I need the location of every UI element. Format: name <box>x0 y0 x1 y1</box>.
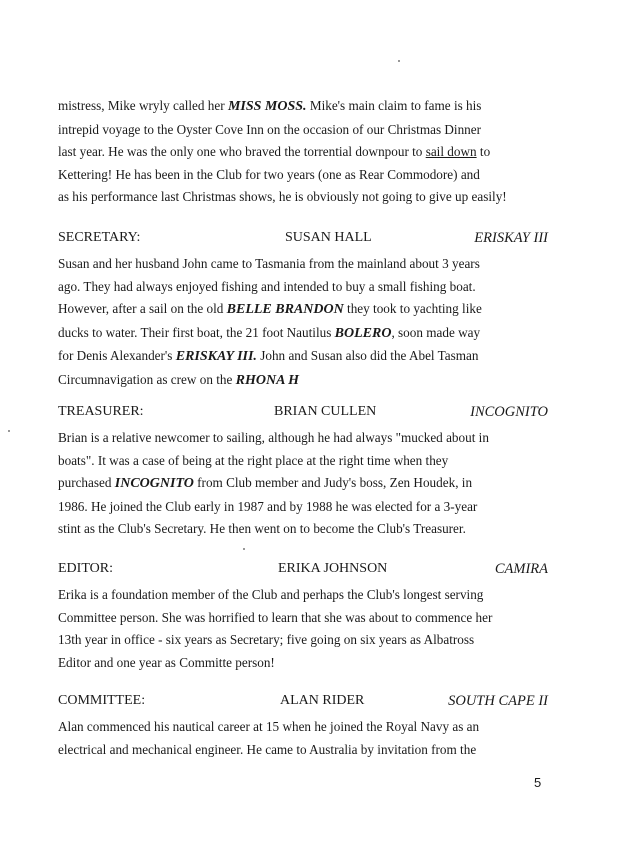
member-name: SUSAN HALL <box>285 230 372 245</box>
text-line <box>58 739 544 762</box>
text-run: Susan and her husband John came to Tasmania from the mainland about 3 years <box>58 256 480 271</box>
role-label: SECRETARY: <box>58 230 141 245</box>
text-run: they took to yachting like <box>343 301 482 317</box>
text-run: Editor and one year as Committe person! <box>58 654 275 670</box>
intro-paragraph <box>58 95 544 209</box>
text-line <box>58 119 544 142</box>
text-line <box>58 496 544 519</box>
committee-paragraph <box>58 716 544 761</box>
role-label: COMMITTEE: <box>58 693 146 708</box>
text-line <box>58 652 544 675</box>
text-line <box>58 629 544 652</box>
text-run: Brian is a relative newcomer to sailing, although he had always "mucked about in <box>58 430 489 445</box>
boat-name: INCOGNITO <box>470 404 548 420</box>
text-run: from Club member and Judy's boss, Zen Houdek, in <box>193 475 473 491</box>
boat-name-inline: INCOGNITO <box>114 476 194 492</box>
boat-name-inline: BELLE BRANDON <box>226 302 344 318</box>
text-line <box>58 276 544 299</box>
text-line <box>58 345 544 369</box>
text-line <box>58 164 544 187</box>
text-line <box>58 141 544 164</box>
scan-speck <box>398 60 400 62</box>
text-run: John and Susan also did the Abel Tasman <box>256 348 479 364</box>
text-run: stint as the Club's Secretary. He then went on to become the Club's Treasurer. <box>58 521 466 537</box>
secretary-paragraph <box>58 253 544 393</box>
text-run: to <box>476 144 491 160</box>
text-run: , soon made way <box>391 324 481 340</box>
boat-name: SOUTH CAPE II <box>448 693 548 709</box>
scan-speck <box>243 548 245 550</box>
text-run: electrical and mechanical engineer. He came to Australia by invitation from the <box>58 741 477 757</box>
text-run: Committee person. She was horrified to learn that she was about to commence her <box>58 609 493 625</box>
text-run: boats". It was a case of being at the right place at the right time when they <box>58 452 449 468</box>
text-run: as his performance last Christmas shows, he is obviously not going to give up easily! <box>58 189 507 205</box>
page-number: 5 <box>534 775 542 790</box>
text-line <box>58 369 544 393</box>
text-line <box>58 607 544 630</box>
text-line <box>58 716 544 739</box>
editor-heading <box>58 558 548 580</box>
text-run: Mike's main claim to fame is his <box>306 98 482 113</box>
role-label: TREASURER: <box>58 404 144 419</box>
text-run: Erika is a foundation member of the Club and perhaps the Club's longest serving <box>58 587 484 602</box>
editor-paragraph <box>58 584 544 674</box>
text-line <box>58 253 544 276</box>
text-line <box>58 450 544 473</box>
scan-speck <box>8 430 10 432</box>
text-run: ducks to water. Their first boat, the 21 foot Nautilus <box>58 324 335 340</box>
text-run: Alan commenced his nautical career at 15 when he joined the Royal Navy as an <box>58 719 480 734</box>
text-run: purchased <box>58 475 115 491</box>
boat-name-inline: ERISKAY III. <box>175 349 257 365</box>
boat-name: ERISKAY III <box>474 230 548 246</box>
member-name: BRIAN CULLEN <box>274 404 377 419</box>
text-line <box>58 472 544 496</box>
boat-name-inline: BOLERO <box>334 325 392 341</box>
text-line <box>58 518 544 541</box>
text-run: Kettering! He has been in the Club for two years (one as Rear Commodore) and <box>58 166 480 182</box>
member-name: ERIKA JOHNSON <box>278 561 388 576</box>
treasurer-paragraph <box>58 427 544 541</box>
text-line <box>58 95 544 119</box>
text-run: 1986. He joined the Club early in 1987 and by 1988 he was elected for a 3-year <box>58 498 478 514</box>
treasurer-heading <box>58 401 548 423</box>
text-run: intrepid voyage to the Oyster Cove Inn on the occasion of our Christmas Dinner <box>58 121 482 137</box>
boat-name-inline: RHONA H <box>235 372 300 388</box>
text-line <box>58 584 544 607</box>
text-run: mistress, Mike wryly called her <box>58 98 228 113</box>
member-name: ALAN RIDER <box>280 693 365 708</box>
role-label: EDITOR: <box>58 561 113 576</box>
text-run: However, after a sail on the old <box>58 301 227 317</box>
secretary-heading <box>58 227 548 249</box>
committee-heading <box>58 690 548 712</box>
text-line <box>58 322 544 346</box>
text-run: sail down <box>425 144 477 160</box>
text-run: Circumnavigation as crew on the <box>58 371 236 387</box>
text-run: for Denis Alexander's <box>58 348 176 364</box>
text-line <box>58 427 544 450</box>
text-run: 13th year in office - six years as Secretary; five going on six years as Albatross <box>58 632 475 648</box>
text-run: last year. He was the only one who braved the torrential downpour to <box>58 144 426 160</box>
boat-name: CAMIRA <box>494 561 548 577</box>
text-line <box>58 186 544 209</box>
boat-name-inline: MISS MOSS. <box>227 99 307 114</box>
text-run: ago. They had always enjoyed fishing and intended to buy a small fishing boat. <box>58 278 476 294</box>
text-line <box>58 298 544 322</box>
